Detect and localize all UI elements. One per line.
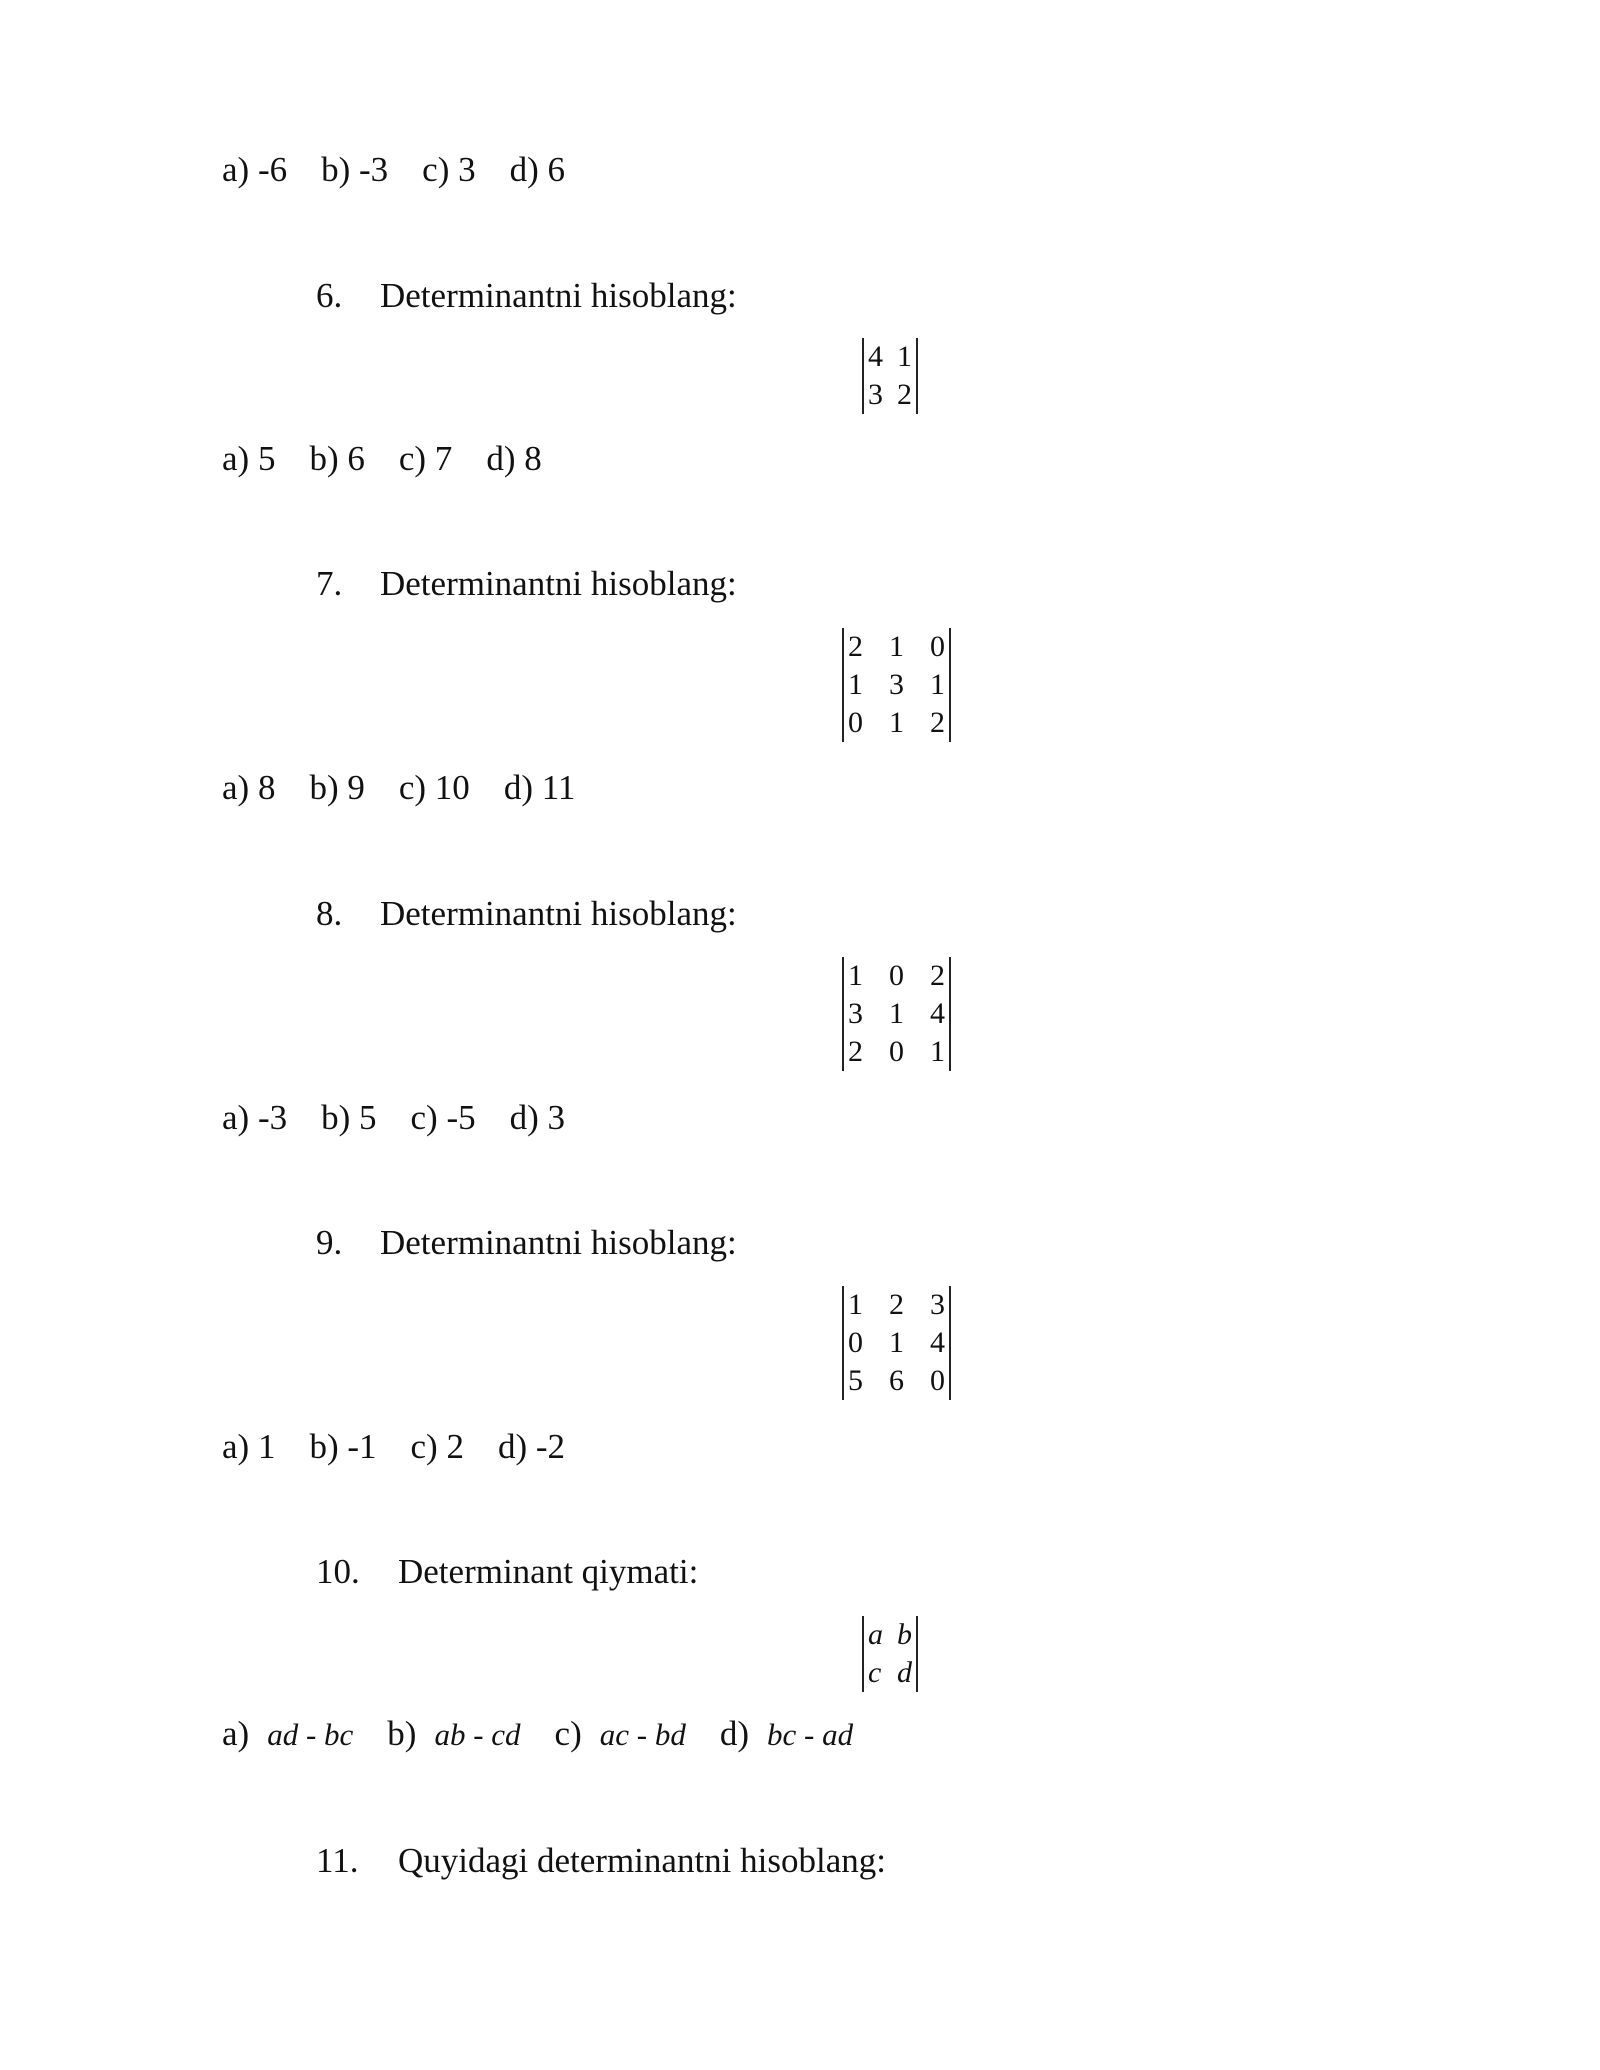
question-6 <box>316 278 737 313</box>
matrix-cell: 0 <box>848 1326 863 1359</box>
matrix-cell: 1 <box>889 997 904 1030</box>
question-number: 7. <box>316 564 343 603</box>
matrix-cell: 1 <box>897 340 912 373</box>
answer-expression: ac - bd <box>599 1717 686 1752</box>
question-text: Determinant qiymati: <box>398 1552 699 1591</box>
matrix-cell: 3 <box>930 1288 945 1321</box>
matrix-cell: 5 <box>848 1364 863 1397</box>
answer-option: b) 9 <box>309 768 365 807</box>
matrix-cell: 1 <box>848 668 863 701</box>
question-number: 6. <box>316 276 343 315</box>
matrix-cell: 6 <box>889 1364 904 1397</box>
matrix-cell: 4 <box>930 1326 945 1359</box>
answer-options-6 <box>222 441 542 476</box>
answer-expression: ad - bc <box>267 1717 354 1752</box>
determinant-matrix-6 <box>862 338 918 414</box>
matrix-cell: 1 <box>930 668 945 701</box>
matrix-cell: 0 <box>848 706 863 739</box>
matrix-cell: d <box>897 1656 912 1689</box>
question-10 <box>316 1554 698 1589</box>
answer-option <box>720 1716 853 1751</box>
answer-option: d) 8 <box>486 439 542 478</box>
question-text: Determinantni hisoblang: <box>380 564 737 603</box>
answer-option: a) 1 <box>222 1427 276 1466</box>
answer-option: d) -2 <box>497 1427 566 1466</box>
answer-label: c) <box>554 1714 582 1753</box>
question-number: 9. <box>316 1223 343 1262</box>
answer-option: c) 2 <box>410 1427 464 1466</box>
matrix-cell: 1 <box>848 959 863 992</box>
answer-options-10 <box>222 1716 853 1751</box>
answer-options-9 <box>222 1429 565 1464</box>
answer-expression: bc - ad <box>767 1717 854 1752</box>
matrix-cell: 2 <box>930 959 945 992</box>
matrix-cell: 4 <box>930 997 945 1030</box>
answer-expression: ab - cd <box>434 1717 521 1752</box>
answer-option: a) -3 <box>222 1098 288 1137</box>
answer-label: b) <box>387 1714 417 1753</box>
answer-options-5 <box>222 152 565 187</box>
matrix-cell: 0 <box>889 959 904 992</box>
matrix-cell: 1 <box>930 1035 945 1068</box>
matrix-cell: 1 <box>889 1326 904 1359</box>
answer-option: c) 3 <box>422 150 476 189</box>
matrix-cell: c <box>868 1656 882 1689</box>
question-8 <box>316 896 737 931</box>
matrix-cell: 0 <box>930 630 945 663</box>
matrix-cell: 2 <box>848 630 863 663</box>
answer-option: a) -6 <box>222 150 288 189</box>
matrix-cell: 2 <box>848 1035 863 1068</box>
matrix-cell: 1 <box>889 630 904 663</box>
matrix-cell: b <box>897 1618 912 1651</box>
answer-option: c) 10 <box>398 768 470 807</box>
matrix-cell: 1 <box>889 706 904 739</box>
question-number: 8. <box>316 894 343 933</box>
determinant-matrix-8 <box>842 957 951 1071</box>
answer-option: a) 8 <box>222 768 276 807</box>
matrix-cell: 4 <box>868 340 883 373</box>
question-9 <box>316 1225 737 1260</box>
answer-option: d) 6 <box>509 150 566 189</box>
question-11 <box>316 1843 886 1878</box>
answer-option <box>555 1716 686 1751</box>
matrix-cell: 2 <box>889 1288 904 1321</box>
question-number: 10. <box>316 1552 360 1591</box>
answer-option: b) 6 <box>309 439 365 478</box>
answer-option: a) 5 <box>222 439 276 478</box>
answer-option: b) -1 <box>309 1427 377 1466</box>
matrix-cell: a <box>868 1618 883 1651</box>
answer-label: a) <box>222 1714 250 1753</box>
matrix-cell: 3 <box>848 997 863 1030</box>
determinant-matrix-7 <box>842 628 951 742</box>
question-text: Determinantni hisoblang: <box>380 894 737 933</box>
answer-option: d) 11 <box>503 768 576 807</box>
matrix-cell: 1 <box>848 1288 863 1321</box>
answer-option <box>387 1716 520 1751</box>
question-number: 11. <box>316 1841 359 1880</box>
answer-options-8 <box>222 1100 565 1135</box>
question-text: Determinantni hisoblang: <box>380 1223 737 1262</box>
matrix-cell: 3 <box>889 668 904 701</box>
question-text: Quyidagi determinantni hisoblang: <box>398 1841 886 1880</box>
matrix-cell: 0 <box>930 1364 945 1397</box>
matrix-cell: 3 <box>868 378 883 411</box>
determinant-matrix-9 <box>842 1286 951 1400</box>
answer-option: d) 3 <box>509 1098 566 1137</box>
question-text: Determinantni hisoblang: <box>380 276 737 315</box>
answer-label: d) <box>719 1714 749 1753</box>
matrix-cell: 0 <box>889 1035 904 1068</box>
answer-option: c) 7 <box>398 439 453 478</box>
determinant-matrix-10 <box>862 1616 918 1692</box>
answer-option: b) -3 <box>321 150 389 189</box>
answer-option: b) 5 <box>321 1098 377 1137</box>
answer-option: c) -5 <box>410 1098 476 1137</box>
answer-options-7 <box>222 770 575 805</box>
matrix-cell: 2 <box>897 378 912 411</box>
answer-option <box>222 1716 353 1751</box>
matrix-cell: 2 <box>930 706 945 739</box>
question-7 <box>316 566 737 601</box>
